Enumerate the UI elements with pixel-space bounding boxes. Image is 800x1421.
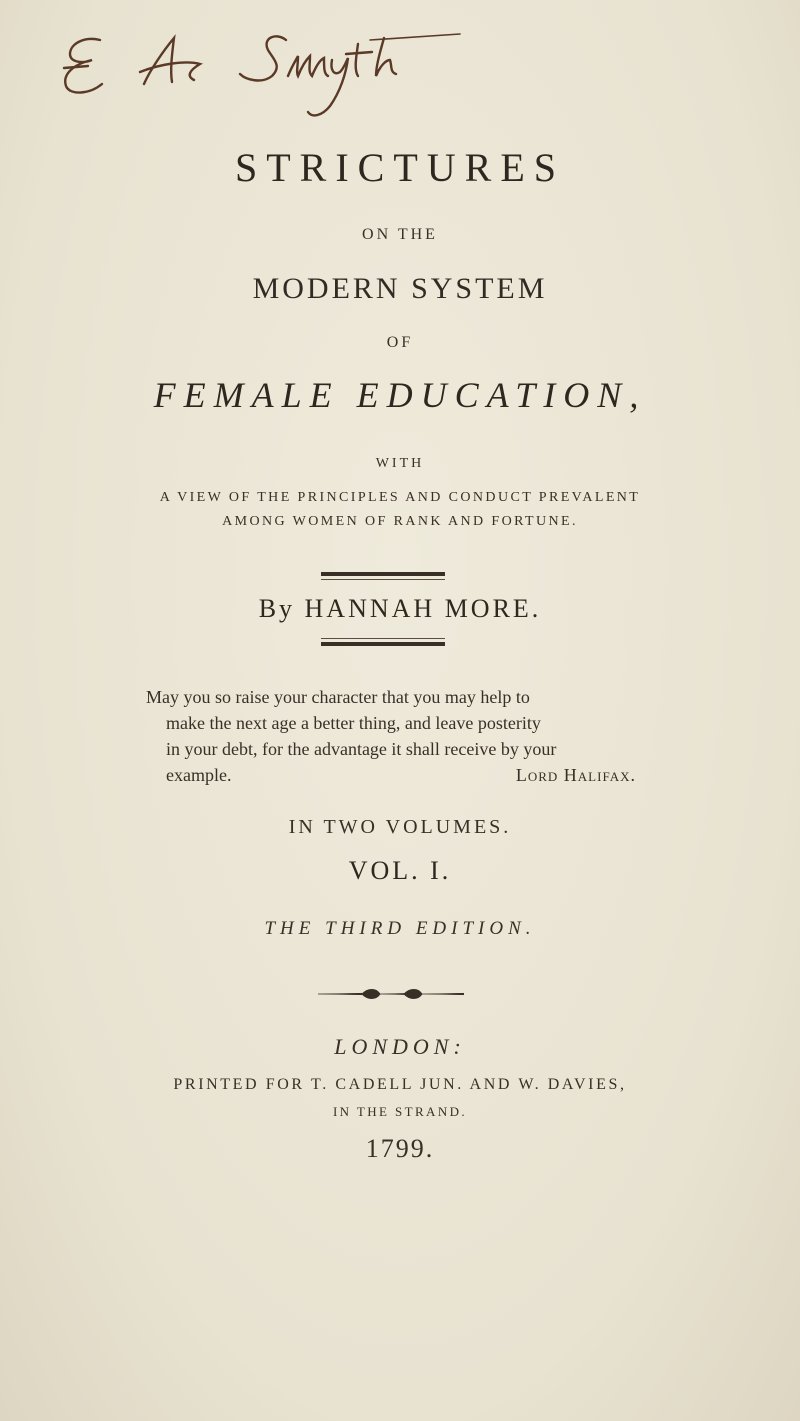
title-line-modern-system: MODERN SYSTEM (252, 272, 548, 305)
imprint-place: IN THE STRAND. (332, 1104, 468, 1119)
epigraph-line: make the next age a better thing, and leave posterity (166, 713, 541, 733)
epigraph-line: example. (166, 765, 232, 785)
epigraph (146, 684, 636, 788)
author-line: By HANNAH MORE. (258, 594, 542, 623)
epigraph-line: in your debt, for the advantage it shall receive by your (166, 739, 557, 759)
subtitle-line-2: AMONG WOMEN OF RANK AND FORTUNE. (222, 514, 578, 529)
title-connector-on-the: ON THE (362, 226, 438, 243)
edition-note: THE THIRD EDITION. (264, 918, 536, 939)
volumes-note: IN TWO VOLUMES. (288, 816, 512, 838)
epigraph-attribution: Lord Halifax. (515, 765, 636, 785)
subtitle-line-1: A VIEW OF THE PRINCIPLES AND CONDUCT PREVALENT (159, 490, 641, 505)
title-line-female-education: FEMALE EDUCATION, (153, 375, 647, 415)
imprint-year: 1799. (365, 1134, 435, 1163)
handwritten-signature (40, 10, 480, 130)
imprint-city: LONDON: (334, 1034, 466, 1059)
divider-rule-bottom (321, 638, 445, 648)
epigraph-last-line (146, 762, 636, 788)
volume-number: VOL. I. (348, 856, 452, 885)
divider-rule-top (321, 572, 445, 582)
epigraph-line: May you so raise your character that you may help to (146, 687, 530, 707)
title-main: STRICTURES (234, 145, 566, 190)
printers-ornament-icon (318, 984, 464, 1004)
imprint-printer: PRINTED FOR T. CADELL JUN. AND W. DAVIES, (173, 1076, 627, 1093)
title-connector-of: OF (386, 334, 414, 351)
subtitle-with: WITH (375, 456, 425, 471)
